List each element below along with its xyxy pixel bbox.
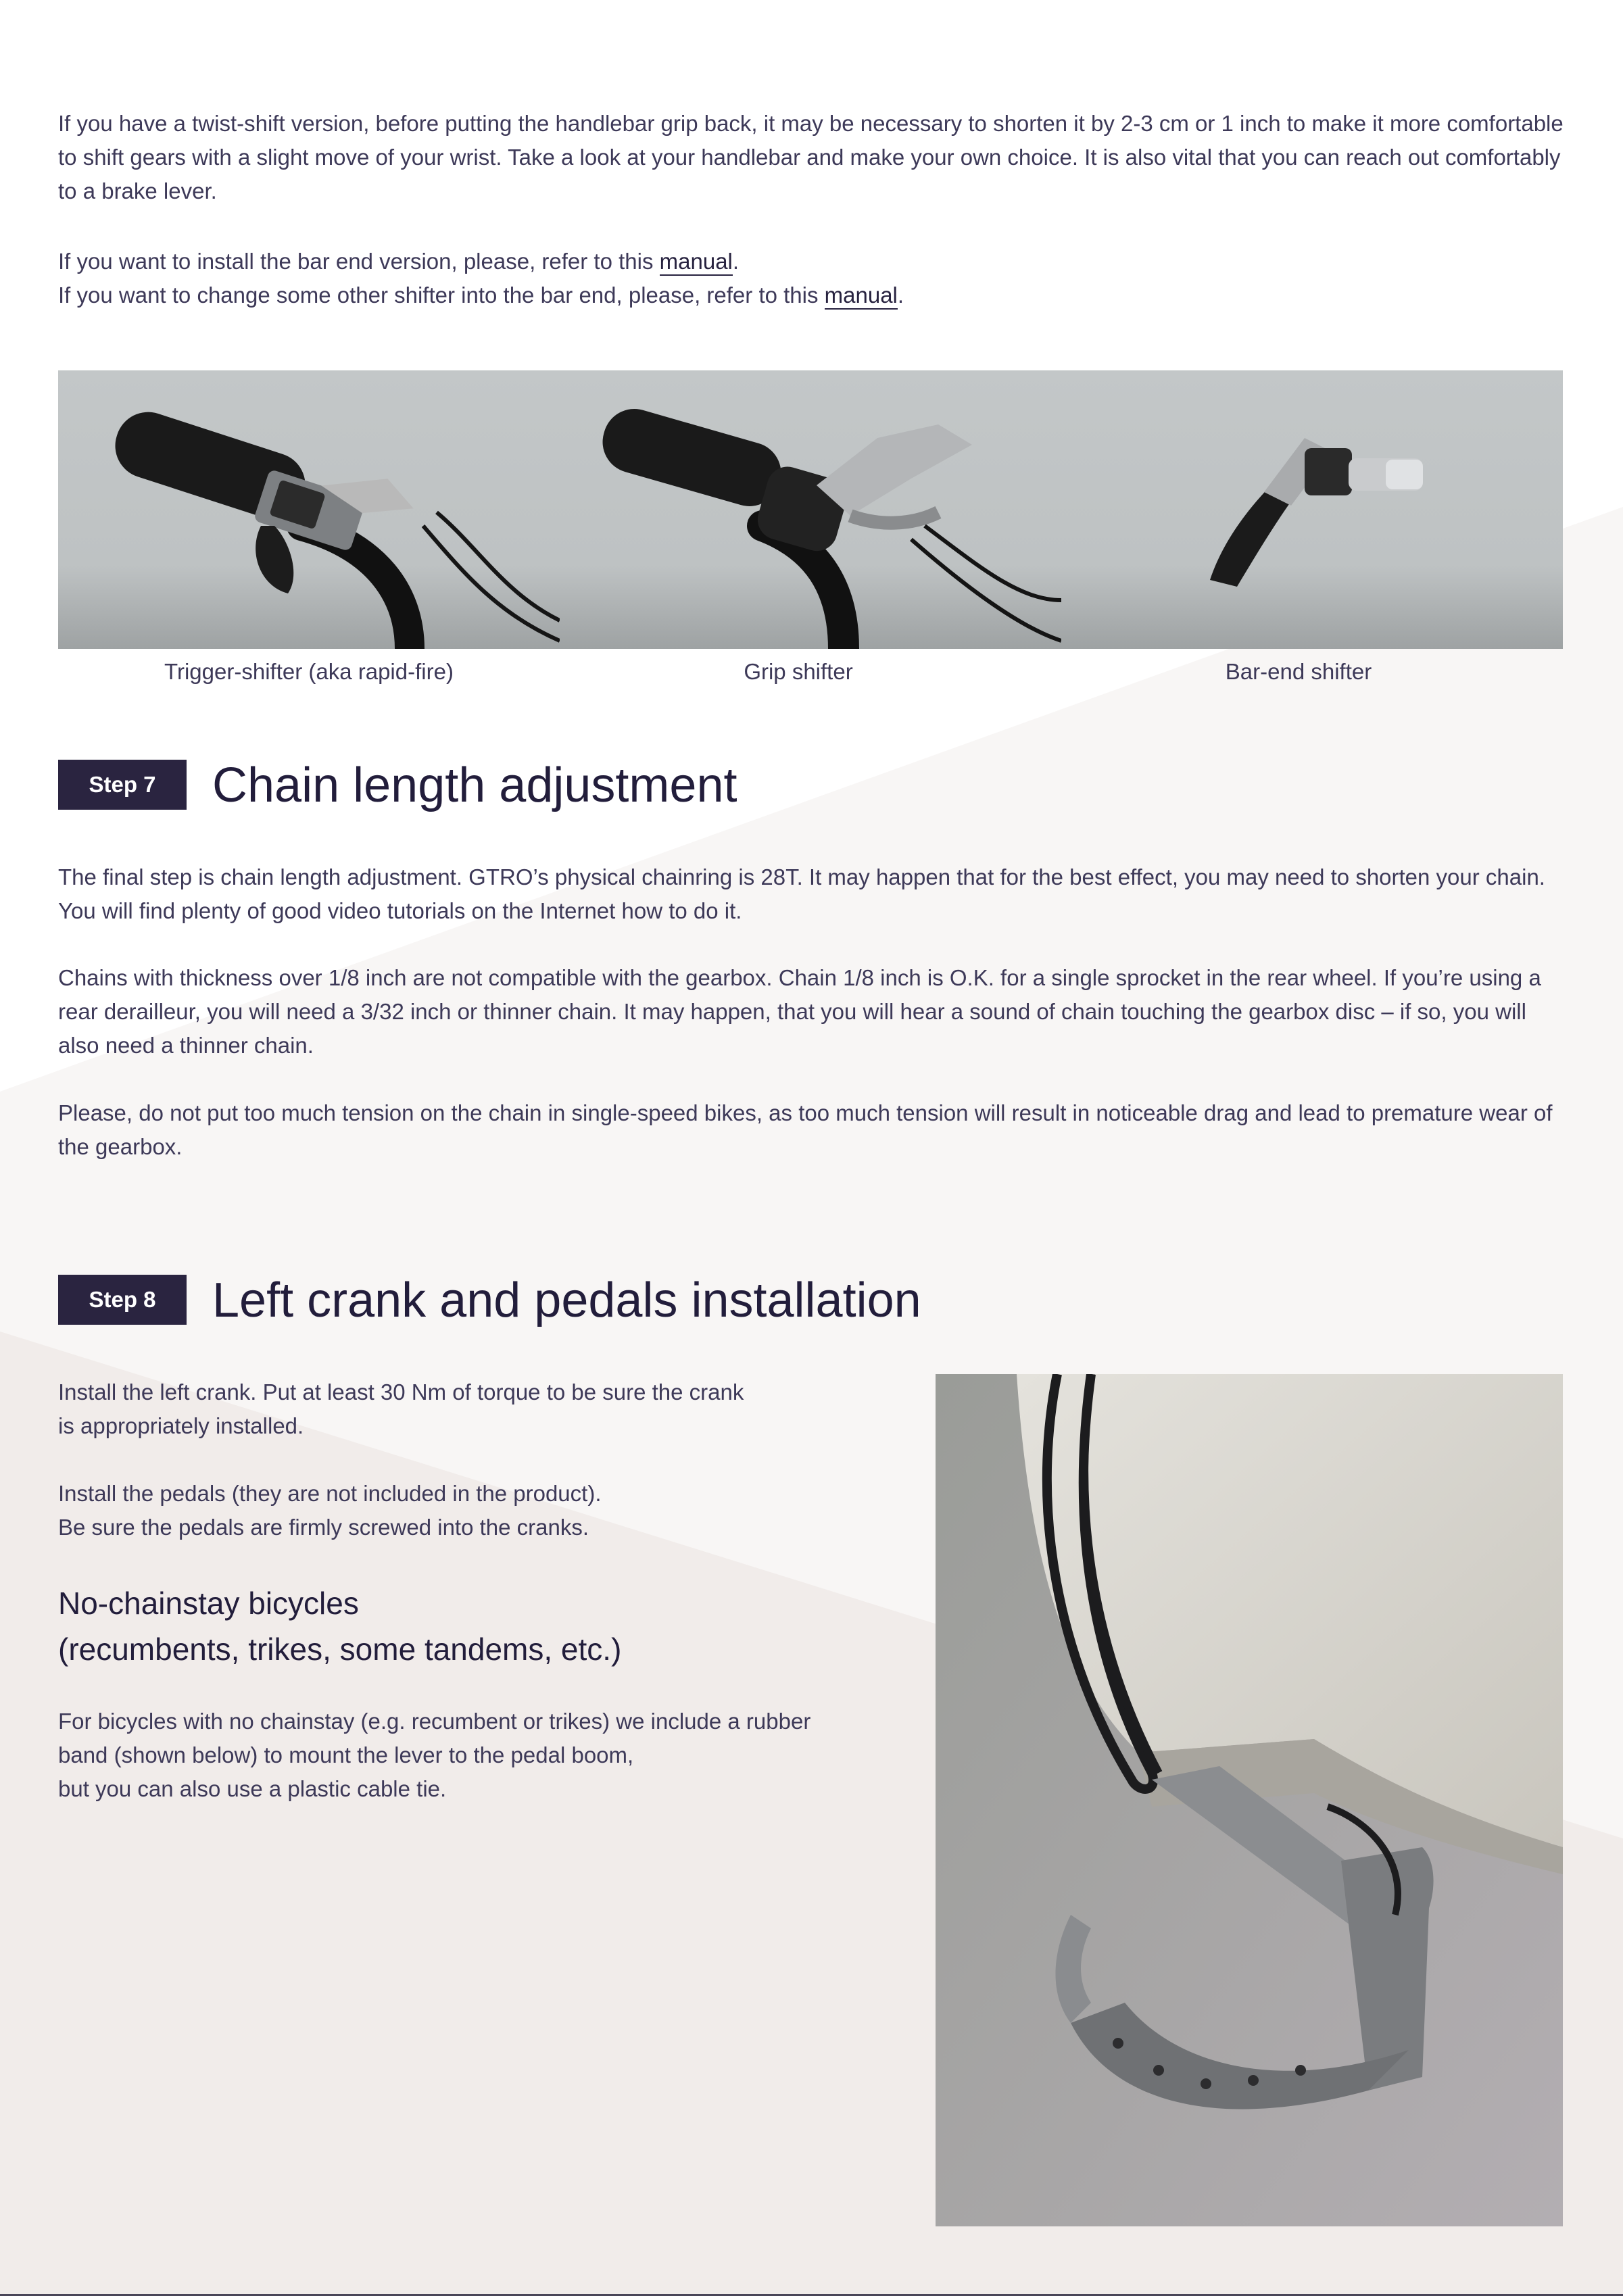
bar-end-manual-link[interactable]: manual xyxy=(660,249,733,276)
step7-paragraph-3: Please, do not put too much tension on the chain in single-speed bikes, as too much tension will result in noticeable drag and lead to premature wear of the gearbox. xyxy=(58,1100,1553,1159)
bar-end-install-suffix: . xyxy=(732,249,740,274)
bar-end-shifter-caption: Bar-end shifter xyxy=(1225,659,1372,684)
trigger-shifter-photo xyxy=(58,370,560,649)
step8-crank-line-1: Install the left crank. Put at least 30 Nm of torque to be sure the crank xyxy=(58,1379,744,1405)
bar-end-shifter-photo xyxy=(1061,370,1563,649)
step7-paragraph-1: The final step is chain length adjustment. GTRO’s physical chainring is 28T. It may happen that for the best effect, you may need to shorten your chain. You will find plenty of good video tutorials on the Internet how to do it. xyxy=(58,864,1545,923)
trigger-shifter-caption: Trigger-shifter (aka rapid-fire) xyxy=(164,659,454,684)
bar-end-install-line xyxy=(58,245,1572,278)
no-chainstay-heading-line-1: No-chainstay bicycles xyxy=(58,1586,359,1621)
no-chainstay-line-1: For bicycles with no chainstay (e.g. recumbent or trikes) we include a rubber xyxy=(58,1709,811,1734)
step8-pedals-line-2: Be sure the pedals are firmly screwed into the cranks. xyxy=(58,1515,589,1540)
change-shifter-manual-link[interactable]: manual xyxy=(825,283,898,310)
change-shifter-suffix: . xyxy=(897,283,904,308)
grip-shifter-photo xyxy=(560,370,1061,649)
step7-paragraph-2: Chains with thickness over 1/8 inch are not compatible with the gearbox. Chain 1/8 inch is O.K. for a single sprocket in the rear wheel. If you’re using a rear derailleur, you will need a 3/32 inch or thinner chain. It may happen, that you will hear a sound of chain touching the gearbox disc – if so, you will also need a thinner chain. xyxy=(58,965,1541,1058)
twist-shift-paragraph: If you have a twist-shift version, before putting the handlebar grip back, it may be necessary to shorten it by 2-3 cm or 1 inch to make it more comfortable to shift gears with a slight move of your wrist. Take a look at your handlebar and make your own choice. It is also vital that you can reach out comfortably to a brake lever. xyxy=(58,111,1564,203)
no-chainstay-line-3: but you can also use a plastic cable tie. xyxy=(58,1776,447,1801)
rubber-band-mount-photo xyxy=(936,1374,1563,2226)
no-chainstay-line-2: band (shown below) to mount the lever to the pedal boom, xyxy=(58,1742,634,1767)
step8-crank-paragraph xyxy=(58,1375,903,1443)
grip-shifter-caption: Grip shifter xyxy=(744,659,853,684)
change-shifter-line xyxy=(58,278,1572,312)
no-chainstay-heading xyxy=(58,1580,621,1672)
step7-badge: Step 7 xyxy=(58,760,187,810)
bar-end-install-text: If you want to install the bar end version, please, refer to this xyxy=(58,249,660,274)
no-chainstay-heading-line-2: (recumbents, trikes, some tandems, etc.) xyxy=(58,1632,622,1667)
step8-pedals-paragraph xyxy=(58,1477,903,1544)
change-shifter-text: If you want to change some other shifter into the bar end, please, refer to this xyxy=(58,283,825,308)
step8-badge: Step 8 xyxy=(58,1275,187,1325)
no-chainstay-paragraph xyxy=(58,1705,937,1806)
step8-crank-line-2: is appropriately installed. xyxy=(58,1413,304,1438)
step8-title: Left crank and pedals installation xyxy=(212,1273,921,1327)
shifter-photos xyxy=(58,370,1563,649)
step8-pedals-line-1: Install the pedals (they are not included in the product). xyxy=(58,1481,602,1506)
step7-title: Chain length adjustment xyxy=(212,758,737,812)
